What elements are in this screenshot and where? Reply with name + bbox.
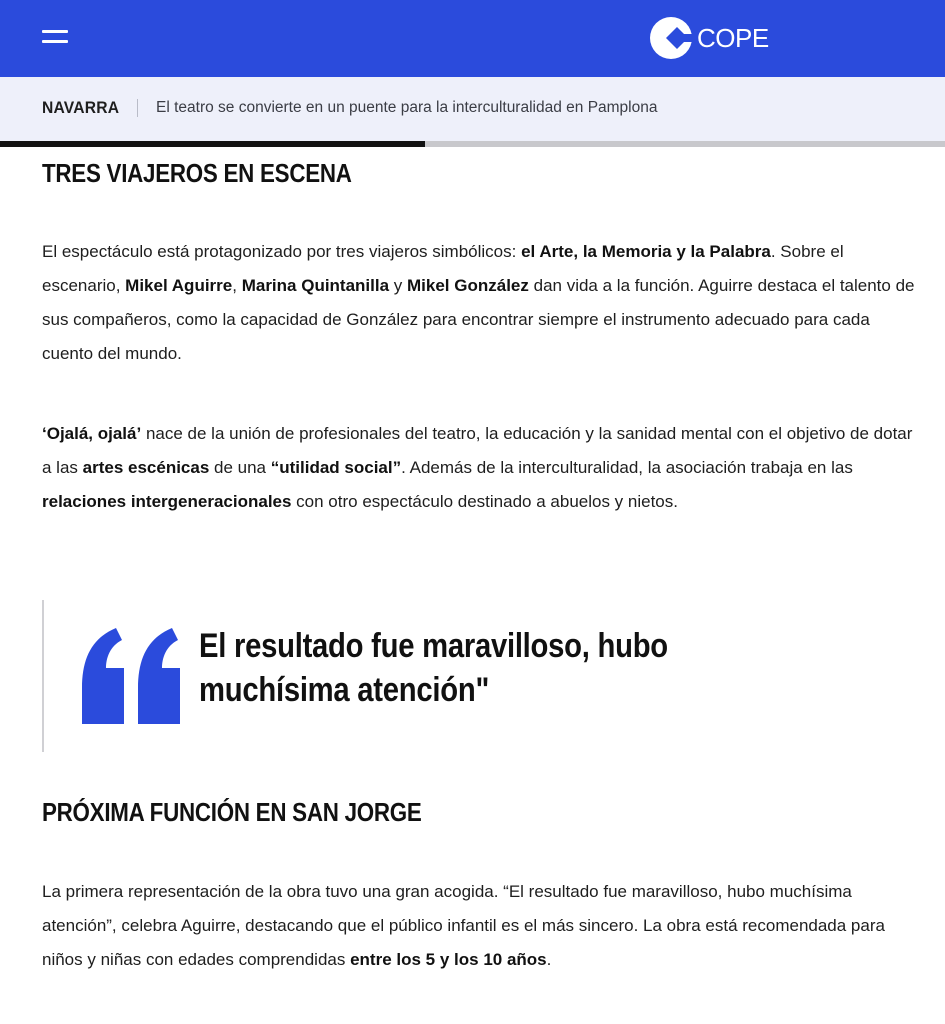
- quote-mark-icon: [80, 628, 182, 724]
- text-run: de una: [209, 458, 271, 477]
- breadcrumb-section-link[interactable]: NAVARRA: [42, 98, 120, 117]
- breadcrumb: [0, 77, 945, 141]
- top-navigation-bar: [0, 0, 945, 77]
- bold-text: artes escénicas: [82, 458, 210, 477]
- text-run: .: [546, 950, 552, 969]
- quote-text: El resultado fue maravilloso, hubo muchísima atención": [199, 627, 668, 709]
- cope-logo[interactable]: [649, 15, 769, 61]
- bold-text: entre los 5 y los 10 años: [350, 950, 547, 969]
- bold-text: Marina Quintanilla: [241, 276, 390, 295]
- bold-text: Mikel González: [407, 276, 529, 295]
- bold-text: ‘Ojalá, ojalá’: [42, 424, 142, 443]
- text-run: nace de la unión de profesionales del teatro, la educación y la sanidad mental con el objetivo de dotar a las: [42, 424, 913, 477]
- text-run: La primera representación de la obra tuvo una gran acogida. “El resultado fue maravilloso, hubo muchísima atención”, celebra Aguirre, destacando que el público infantil es el más sincero. La obra está recomendada para niños y niñas con edades comprendidas: [42, 882, 885, 969]
- section-heading: PRÓXIMA FUNCIÓN EN SAN JORGE: [42, 797, 422, 827]
- breadcrumb-divider: [137, 99, 138, 117]
- hamburger-line-top: [42, 30, 68, 33]
- reading-progress-bar: [0, 141, 945, 147]
- bold-text: relaciones intergeneracionales: [42, 492, 292, 511]
- article-paragraph: [42, 875, 917, 977]
- hamburger-line-bottom: [42, 40, 68, 43]
- pull-quote: [42, 600, 902, 752]
- reading-progress-fill: [0, 141, 425, 147]
- article-paragraph: [42, 235, 917, 371]
- article-paragraph: [42, 417, 917, 519]
- bold-text: el Arte, la Memoria y la Palabra: [521, 242, 771, 261]
- bold-text: Mikel Aguirre: [125, 276, 233, 295]
- breadcrumb-article-title: El teatro se convierte en un puente para la interculturalidad en Pamplona: [156, 99, 658, 116]
- hamburger-icon[interactable]: [42, 28, 70, 46]
- bold-text: “utilidad social”: [270, 458, 402, 477]
- cope-logo-mark-icon: [649, 16, 693, 60]
- text-run: El espectáculo está protagonizado por tres viajeros simbólicos:: [42, 242, 522, 261]
- text-run: dan vida a la función. Aguirre destaca el talento de sus compañeros, como la capacidad de González para encontrar siempre el instrumento adecuado para cada cuento del mundo.: [42, 276, 915, 363]
- text-run: con otro espectáculo destinado a abuelos y nietos.: [291, 492, 678, 511]
- text-run: . Sobre el escenario,: [42, 242, 844, 295]
- text-run: y: [389, 276, 408, 295]
- text-run: ,: [232, 276, 242, 295]
- text-run: . Además de la interculturalidad, la asociación trabaja en las: [401, 458, 853, 477]
- logo-text: COPE: [697, 22, 769, 53]
- section-heading: TRES VIAJEROS EN ESCENA: [42, 158, 352, 188]
